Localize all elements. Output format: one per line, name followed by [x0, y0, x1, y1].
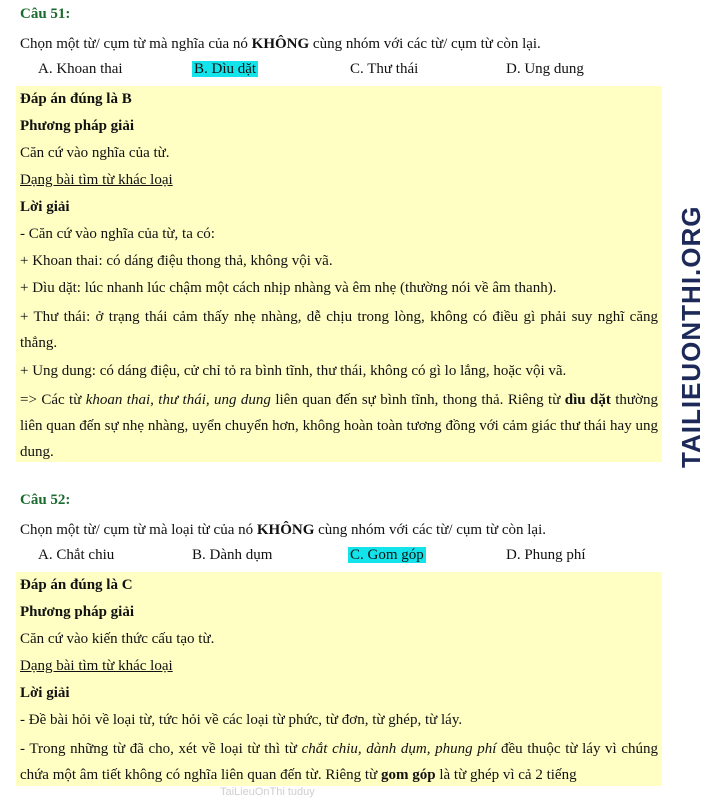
solution-part: - Trong những từ đã cho, xét về loại từ thì từ — [20, 741, 302, 757]
problem-type: Dạng bài tìm từ khác loại — [20, 658, 173, 674]
answer-line: Đáp án đúng là C — [20, 577, 133, 593]
solution-conclusion — [16, 385, 662, 467]
solution-line: - Đề bài hỏi về loại từ, tức hỏi về các loại từ phức, từ đơn, từ ghép, từ láy. — [20, 712, 463, 728]
solution-part: là từ ghép vì cả 2 tiếng — [435, 767, 577, 783]
conclusion-part: liên quan đến sự bình tĩnh, thong thả. Riêng từ — [270, 392, 565, 408]
solution-heading: Lời giải — [20, 685, 70, 701]
solution-part: đều thuộc từ láy vì chúng chứa một âm tiết không có nghĩa liên quan đến từ. Riêng từ — [20, 741, 658, 783]
footer-watermark: TaiLieuOnThi tuduy — [220, 786, 315, 798]
answer-box-52 — [16, 572, 662, 786]
solution-bold: gom góp — [380, 767, 436, 783]
answer-box-51 — [16, 86, 662, 462]
question-text-emphasis: KHÔNG — [251, 36, 310, 52]
option-c[interactable]: C. Thư thái — [350, 61, 419, 77]
solution-line: + Dìu dặt: lúc nhanh lúc chậm một cách nhịp nhàng và êm nhẹ (thường nói về âm thanh). — [20, 280, 557, 296]
method-heading: Phương pháp giải — [20, 118, 135, 134]
site-watermark: TAILIEUONTHI.ORG — [676, 205, 706, 468]
solution-italic: chắt chiu, dành dụm, phung phí — [301, 741, 497, 757]
question-text-part: Chọn một từ/ cụm từ mà nghĩa của nó — [20, 36, 252, 52]
method-text: Căn cứ vào kiến thức cấu tạo từ. — [20, 631, 215, 647]
question-52-title: Câu 52: — [20, 492, 71, 508]
solution-line: + Ung dung: có dáng điệu, cử chỉ tỏ ra bình tĩnh, thư thái, không có gì lo lắng, hoặc vội vã. — [20, 363, 567, 379]
option-c[interactable] — [348, 544, 426, 566]
conclusion-part: thường liên quan đến sự nhẹ nhàng, uyển chuyển hơn, không hoàn toàn tương đồng với cảm giác thư thái hay ung dung. — [20, 392, 658, 460]
option-d[interactable]: D. Ung dung — [506, 61, 584, 77]
conclusion-bold: dìu dặt — [564, 392, 611, 408]
question-52-text — [20, 520, 660, 540]
question-text-emphasis: KHÔNG — [256, 522, 315, 538]
correct-option-highlight: C. Gom góp — [350, 547, 424, 563]
option-d[interactable]: D. Phung phí — [506, 547, 586, 563]
option-b[interactable] — [192, 58, 258, 80]
question-51-options — [38, 58, 678, 80]
problem-type: Dạng bài tìm từ khác loại — [20, 172, 173, 188]
conclusion-italic: khoan thai, thư thái, ung dung — [85, 392, 271, 408]
question-52-options — [38, 544, 678, 566]
answer-line: Đáp án đúng là B — [20, 91, 132, 107]
solution-line: + Khoan thai: có dáng điệu thong thả, không vội vã. — [20, 253, 333, 269]
solution-line — [16, 734, 662, 790]
conclusion-part: => Các từ — [20, 392, 86, 408]
solution-line: + Thư thái: ở trạng thái cảm thấy nhẹ nhàng, dễ chịu trong lòng, không có điều gì phải suy nghĩ căng thẳng. — [20, 309, 658, 351]
option-a[interactable]: A. Chắt chiu — [38, 547, 115, 563]
solution-heading: Lời giải — [20, 199, 70, 215]
question-text-part: cùng nhóm với các từ/ cụm từ còn lại. — [314, 522, 547, 538]
question-text-part: cùng nhóm với các từ/ cụm từ còn lại. — [309, 36, 541, 52]
question-51-text — [20, 34, 660, 54]
method-text: Căn cứ vào nghĩa của từ. — [20, 145, 170, 161]
option-b[interactable]: B. Dành dụm — [192, 547, 273, 563]
solution-line: - Căn cứ vào nghĩa của từ, ta có: — [20, 226, 215, 242]
question-51-title: Câu 51: — [20, 6, 71, 22]
correct-option-highlight: B. Dìu dặt — [194, 61, 257, 77]
option-a[interactable]: A. Khoan thai — [38, 61, 123, 77]
method-heading: Phương pháp giải — [20, 604, 135, 620]
question-text-part: Chọn một từ/ cụm từ mà loại từ của nó — [20, 522, 257, 538]
